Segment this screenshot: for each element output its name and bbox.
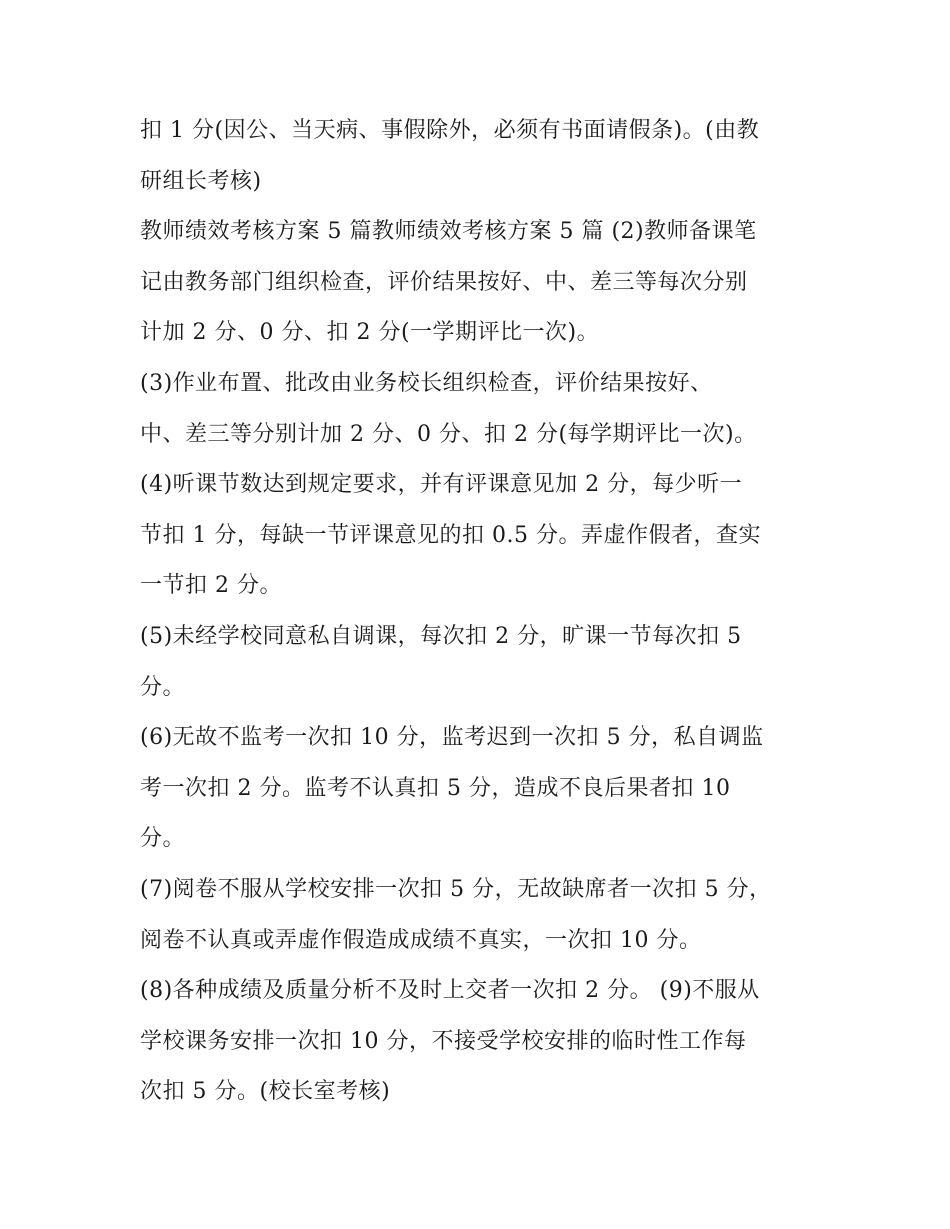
text-line: 节扣 1 分，每缺一节评课意见的扣 0.5 分。弄虚作假者，查实 — [140, 522, 761, 548]
text-line: (7)阅卷不服从学校安排一次扣 5 分，无故缺席者一次扣 5 分， — [140, 876, 772, 902]
text-line: 中、差三等分别计加 2 分、0 分、扣 2 分(每学期评比一次)。 — [140, 421, 757, 447]
text-line: 记由教务部门组织检查，评价结果按好、中、差三等每次分别 — [140, 269, 748, 295]
text-line: (6)无故不监考一次扣 10 分，监考迟到一次扣 5 分，私自调监 — [140, 725, 764, 751]
text-line: 阅卷不认真或弄虚作假造成成绩不真实，一次扣 10 分。 — [140, 927, 702, 953]
text-line: 学校课务安排一次扣 10 分，不接受学校安排的临时性工作每 — [140, 1028, 747, 1054]
text-line: 分。 — [140, 674, 186, 700]
text-line: (3)作业布置、批改由业务校长组织检查，评价结果按好、 — [140, 370, 713, 396]
text-line: 计加 2 分、0 分、扣 2 分(一学期评比一次)。 — [140, 320, 600, 346]
text-line: (8)各种成绩及质量分析不及时上交者一次扣 2 分。 (9)不服从 — [140, 978, 760, 1004]
text-line: 分。 — [140, 826, 186, 852]
text-line: (5)未经学校同意私自调课，每次扣 2 分，旷课一节每次扣 5 — [140, 623, 742, 649]
text-line: 考一次扣 2 分。监考不认真扣 5 分，造成不良后果者扣 10 — [140, 775, 731, 801]
document-body — [140, 106, 830, 1118]
text-line: 教师绩效考核方案 5 篇教师绩效考核方案 5 篇 (2)教师备课笔 — [140, 219, 757, 245]
text-line: (4)听课节数达到规定要求，并有评课意见加 2 分，每少听一 — [140, 472, 743, 498]
text-line: 研组长考核) — [140, 168, 262, 194]
text-line: 扣 1 分(因公、当天病、事假除外，必须有书面请假条)。(由教 — [140, 118, 760, 143]
text-line: 次扣 5 分。(校长室考核) — [140, 1079, 391, 1105]
text-line: 一节扣 2 分。 — [140, 573, 282, 599]
